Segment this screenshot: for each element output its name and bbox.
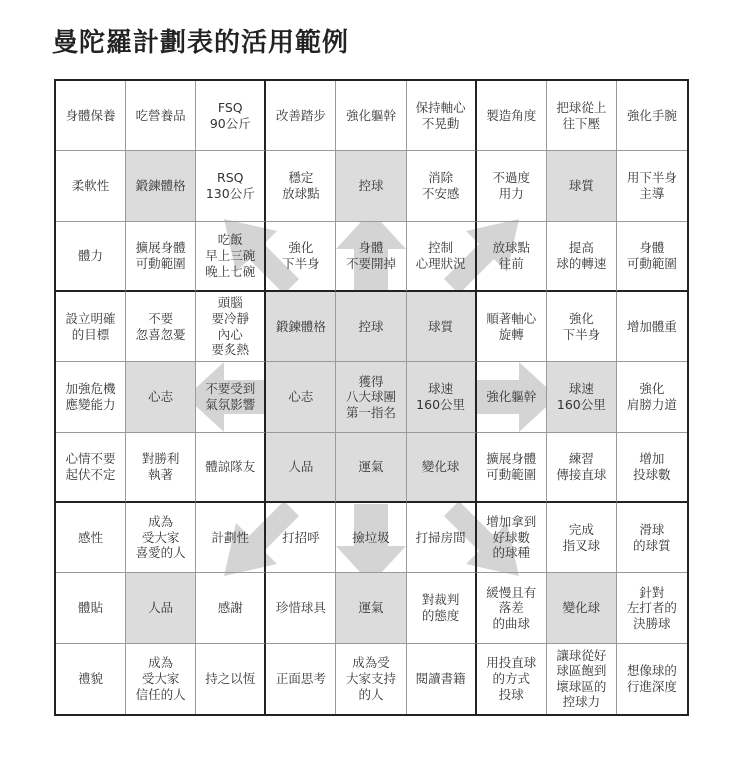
grid-cell: 消除 不安感 [407,151,477,221]
grid-cell: 鍛鍊體格 [266,292,336,362]
grid-cell: 強化 下半身 [547,292,617,362]
grid-cell: 打掃房間 [407,503,477,573]
grid-cell: 球速 160公里 [547,362,617,432]
grid-cell: 身體 可動範圍 [617,222,687,292]
grid-cell: 改善踏步 [266,81,336,151]
grid-cell: 心志 [266,362,336,432]
grid-cell: 提高 球的轉速 [547,222,617,292]
grid-cell: RSQ 130公斤 [196,151,266,221]
grid-cell: 獲得 八大球團 第一指名 [336,362,406,432]
grid-cell: 撿垃圾 [336,503,406,573]
grid-cell: 穩定 放球點 [266,151,336,221]
grid-cell: 閱讀書籍 [407,644,477,714]
grid-cell: 用投直球 的方式 投球 [477,644,547,714]
grid-cell: 保持軸心 不晃動 [407,81,477,151]
grid-cell: 身體 不要開掉 [336,222,406,292]
grid-cell: 把球從上 往下壓 [547,81,617,151]
grid-cell: 強化 下半身 [266,222,336,292]
grid-cell: 計劃性 [196,503,266,573]
grid-cell: 強化手腕 [617,81,687,151]
grid-cell: 用下半身 主導 [617,151,687,221]
grid-cell: 增加拿到 好球數 的球種 [477,503,547,573]
grid-cell: 吃飯 早上三碗 晚上七碗 [196,222,266,292]
grid-cell: 控球 [336,151,406,221]
grid-cell: 身體保養 [56,81,126,151]
grid-cell: 強化軀幹 [477,362,547,432]
grid-cell: 練習 傳接直球 [547,433,617,503]
grid-cell: 成為受 大家支持 的人 [336,644,406,714]
grid-cell: 球速 160公里 [407,362,477,432]
grid-cell: 針對 左打者的 決勝球 [617,573,687,643]
grid-cell: 完成 指叉球 [547,503,617,573]
grid-cell: 人品 [266,433,336,503]
grid-cell: 強化 肩膀力道 [617,362,687,432]
grid-cell: 體貼 [56,573,126,643]
grid-cell: 心志 [126,362,196,432]
grid-cell: 頭腦 要冷靜 內心 要炙熱 [196,292,266,362]
grid-cell: 增加體重 [617,292,687,362]
grid-cell: 緩慢且有 落差 的曲球 [477,573,547,643]
grid-cell: 製造角度 [477,81,547,151]
grid-cell: 擴展身體 可動範圍 [477,433,547,503]
grid-cell: 讓球從好 球區飽到 壞球區的 控球力 [547,644,617,714]
grid-cell: 心情不要 起伏不定 [56,433,126,503]
grid-cell: 感謝 [196,573,266,643]
mandala-grid [54,79,689,716]
grid-cell: 鍛鍊體格 [126,151,196,221]
grid-cell: 變化球 [407,433,477,503]
grid-cell: 強化軀幹 [336,81,406,151]
grid-cell: 運氣 [336,433,406,503]
grid-cell: 增加 投球數 [617,433,687,503]
grid-cell: 加強危機 應變能力 [56,362,126,432]
grid-cell: 正面思考 [266,644,336,714]
grid-cell: 不要受到 氣氛影響 [196,362,266,432]
grid-cell: 柔軟性 [56,151,126,221]
grid-cell: 擴展身體 可動範圍 [126,222,196,292]
grid-cell: 不過度 用力 [477,151,547,221]
grid-cell: 想像球的 行進深度 [626,663,677,694]
grid-cell: 滑球 的球質 [617,503,687,573]
mandala-chart [54,79,689,716]
grid-cell: 控球 [336,292,406,362]
grid-cell: 球質 [547,151,617,221]
grid-cell: 設立明確 的目標 [56,292,126,362]
grid-cell: 對裁判 的態度 [407,573,477,643]
grid-cell: 順著軸心 旋轉 [477,292,547,362]
grid-cell: 體諒隊友 [196,433,266,503]
grid-cell: 珍惜球具 [266,573,336,643]
grid-cell: 變化球 [547,573,617,643]
grid-cell: 打招呼 [266,503,336,573]
grid-cell: 成為 受大家 信任的人 [126,644,196,714]
grid-cell: 不要 忽喜忽憂 [126,292,196,362]
grid-cell: 放球點 往前 [477,222,547,292]
grid-cell: 吃營養品 [126,81,196,151]
grid-cell: 體力 [56,222,126,292]
grid-cell: 持之以恆 [196,644,266,714]
grid-cell: 控制 心理狀況 [407,222,477,292]
grid-cell: 成為 受大家 喜愛的人 [126,503,196,573]
grid-cell: 運氣 [336,573,406,643]
page-title: 曼陀羅計劃表的活用範例 [52,28,350,58]
grid-cell: 球質 [407,292,477,362]
grid-cell: 禮貌 [56,644,126,714]
grid-cell: FSQ 90公斤 [196,81,266,151]
grid-cell: 對勝利 執著 [126,433,196,503]
grid-cell: 感性 [56,503,126,573]
grid-cell: 人品 [126,573,196,643]
